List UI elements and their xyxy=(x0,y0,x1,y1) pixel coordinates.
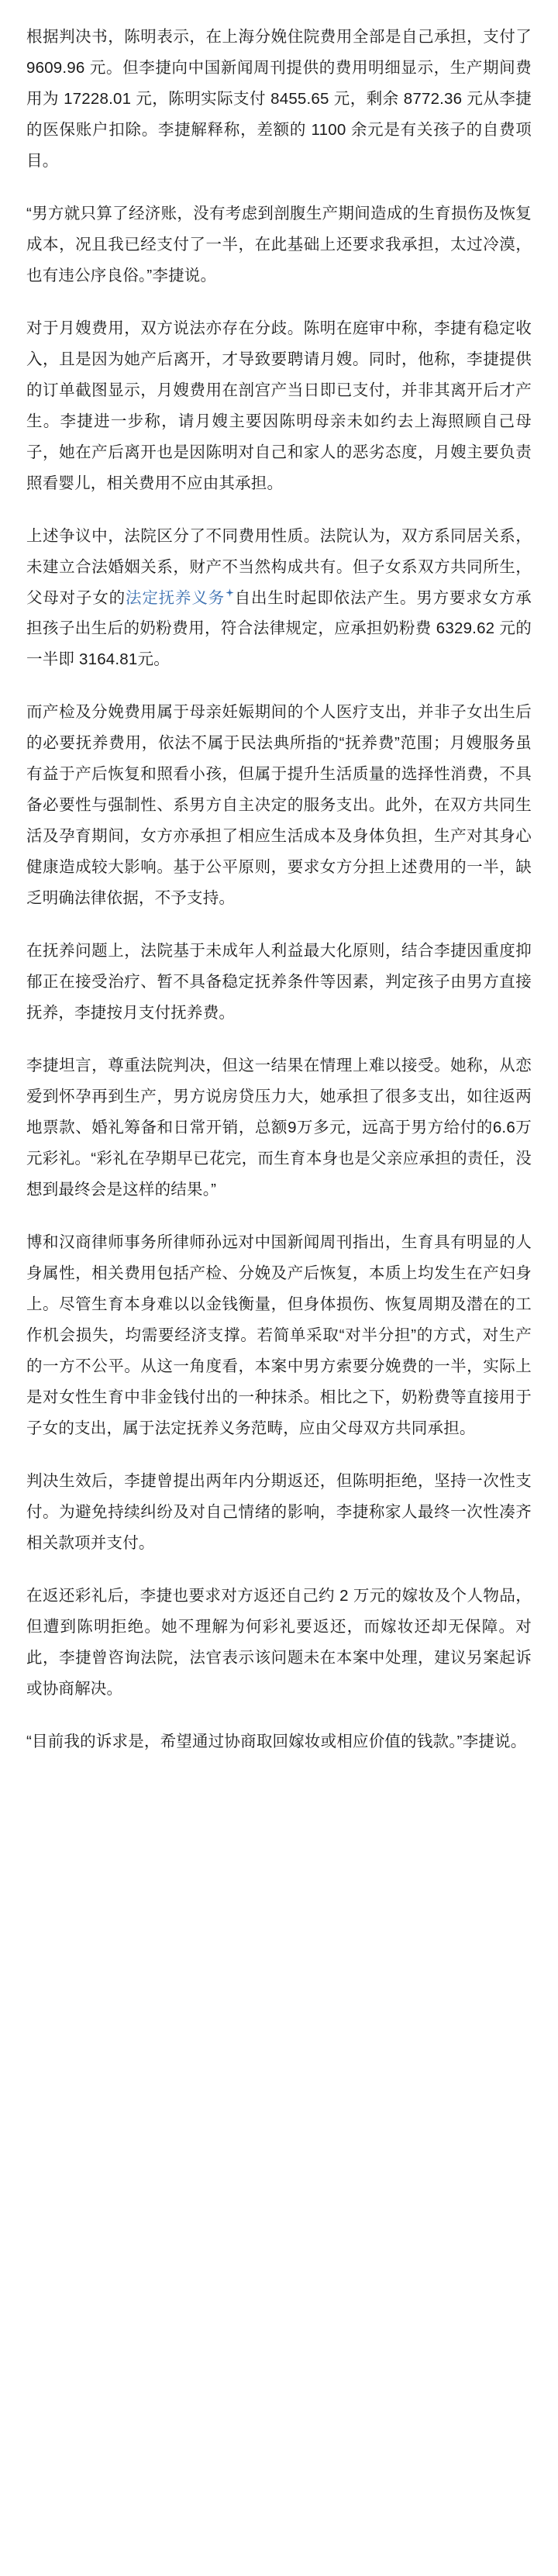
paragraph-with-link xyxy=(26,521,532,676)
paragraph: 对于月嫂费用，双方说法亦存在分歧。陈明在庭审中称，李捷有稳定收入，且是因为她产后离开，才导致要聘请月嫂。同时，他称，李捷提供的订单截图显示，月嫂费用在剖宫产当日即已支付，并非其离开后才产生。李捷进一步称，请月嫂主要因陈明母亲未如约去上海照顾自己母子，她在产后离开也是因陈明对自己和家人的恶劣态度，月嫂主要负责照看婴儿，相关费用不应由其承担。 xyxy=(26,319,532,492)
paragraph: 根据判决书，陈明表示，在上海分娩住院费用全部是自己承担，支付了 9609.96 元。但李捷向中国新闻周刊提供的费用明细显示，生产期间费用为 17228.01 元，陈明实际支付 8455.65 元，剩余 8772.36 元从李捷的医保账户扣除。李捷解释称，差额的 1100 余元是有关孩子的自费项目。 xyxy=(26,28,532,170)
legal-duty-link[interactable] xyxy=(126,589,234,607)
paragraph-quote: “目前我的诉求是，希望通过协商取回嫁妆或相应价值的钱款。”李捷说。 xyxy=(26,1732,527,1750)
legal-duty-link-label: 法定抚养义务 xyxy=(126,588,225,607)
paragraph-text-after: 自出生时起即依法产生。男方要求女方承担孩子出生后的奶粉费用，符合法律规定，应承担奶粉费 6329.62 元的一半即 3164.81元。 xyxy=(26,588,532,669)
paragraph: 而产检及分娩费用属于母亲妊娠期间的个人医疗支出，并非子女出生后的必要抚养费用，依法不属于民法典所指的“抚养费”范围；月嫂服务虽有益于产后恢复和照看小孩，但属于提升生活质量的选择性消费，不具备必要性与强制性、系男方自主决定的服务支出。此外，在双方共同生活及孕育期间，女方亦承担了相应生活成本及身体负担，生产对其身心健康造成较大影响。基于公平原则，要求女方分担上述费用的一半，缺乏明确法律依据，不予支持。 xyxy=(26,703,532,908)
paragraph: 博和汉商律师事务所律师孙远对中国新闻周刊指出，生育具有明显的人身属性，相关费用包括产检、分娩及产后恢复，本质上均发生在产妇身上。尽管生育本身难以以金钱衡量，但身体损伤、恢复周期及潜在的工作机会损失，均需要经济支撑。若简单采取“对半分担”的方式，对生产的一方不公平。从这一角度看，本案中男方索要分娩费的一半，实际上是对女性生育中非金钱付出的一种抹杀。相比之下，奶粉费等直接用于子女的支出，属于法定抚养义务范畴，应由父母双方共同承担。 xyxy=(26,1233,532,1437)
sparkle-icon xyxy=(226,588,234,597)
paragraph: 在抚养问题上，法院基于未成年人利益最大化原则，结合李捷因重度抑郁正在接受治疗、暂不具备稳定抚养条件等因素，判定孩子由男方直接抚养，李捷按月支付抚养费。 xyxy=(26,942,532,1022)
paragraph: 在返还彩礼后，李捷也要求对方返还自己约 2 万元的嫁妆及个人物品，但遭到陈明拒绝。她不理解为何彩礼要返还，而嫁妆还却无保障。对此，李捷曾咨询法院，法官表示该问题未在本案中处理，建议另案起诉或协商解决。 xyxy=(26,1586,532,1698)
paragraph-text-before: 上述争议中，法院区分了不同费用性质。法院认为，双方系同居关系，未建立合法婚姻关系，财产不当然构成共有。但子女系双方共同所生，父母对子女的 xyxy=(26,526,532,607)
paragraph: 判决生效后，李捷曾提出两年内分期返还，但陈明拒绝，坚持一次性支付。为避免持续纠纷及对自己情绪的影响，李捷称家人最终一次性凑齐相关款项并支付。 xyxy=(26,1471,532,1552)
paragraph-quote: “男方就只算了经济账，没有考虑到剖腹生产期间造成的生育损伤及恢复成本，况且我已经支付了一半，在此基础上还要求我承担，太过冷漠，也有违公序良俗。”李捷说。 xyxy=(26,204,532,284)
paragraph: 李捷坦言，尊重法院判决，但这一结果在情理上难以接受。她称，从恋爱到怀孕再到生产，男方说房贷压力大，她承担了很多支出，如往返两地票款、婚礼筹备和日常开销，总额9万多元，远高于男方给付的6.6万元彩礼。“彩礼在孕期早已花完，而生育本身也是父亲应承担的责任，没想到最终会是这样的结果。” xyxy=(26,1057,532,1198)
